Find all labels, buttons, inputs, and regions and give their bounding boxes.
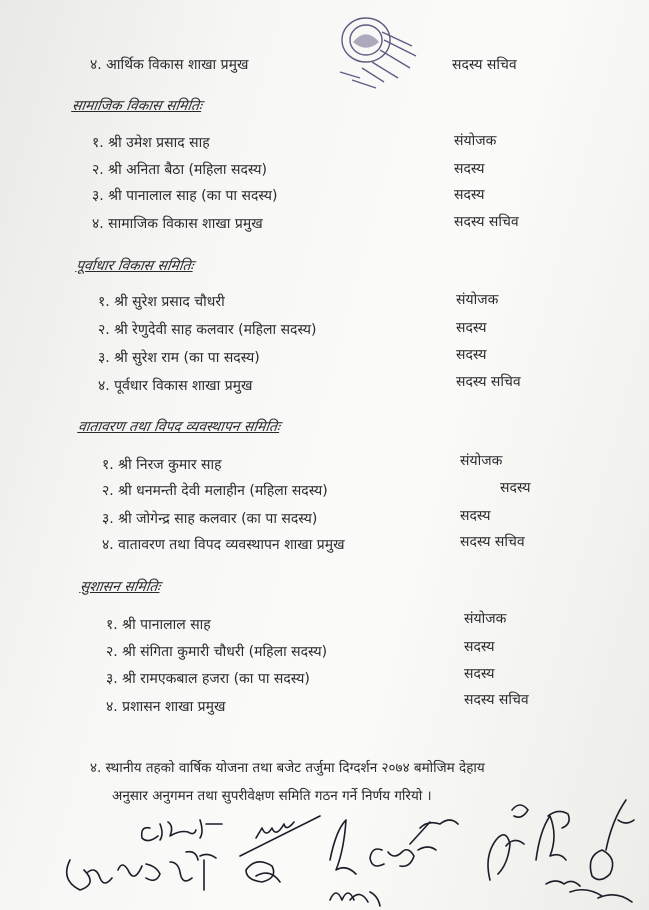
- member-label: ४. वातावरण तथा विपद व्यवस्थापन शाखा प्रमुख: [102, 537, 345, 553]
- member-label: ३. श्री पानालाल साह (का पा सदस्य): [92, 188, 278, 204]
- member-role: संयोजक: [460, 453, 503, 469]
- member-role: सदस्य: [464, 666, 495, 682]
- section-heading: वातावरण तथा विपद व्यवस्थापन समितिः: [76, 419, 281, 435]
- member-label: ४. पूर्वधार विकास शाखा प्रमुख: [98, 378, 253, 394]
- member-role: सदस्य सचिव: [464, 692, 529, 708]
- member-label: ४. सामाजिक विकास शाखा प्रमुख: [92, 216, 263, 232]
- section-heading: पूर्वाधार विकास समितिः: [74, 258, 195, 274]
- member-label: ३. श्री रामएकबाल हजरा (का पा सदस्य): [106, 671, 310, 687]
- member-label: २. श्री रेणुदेवी साह कलवार (महिला सदस्य): [98, 322, 317, 338]
- member-role: सदस्य: [454, 187, 485, 203]
- member-label: १. श्री उमेश प्रसाद साह: [92, 135, 210, 151]
- member-label: ३. श्री सुरेश राम (का पा सदस्य): [98, 350, 260, 366]
- member-label: ३. श्री जोगेन्द्र साह कलवार (का पा सदस्य): [102, 511, 318, 527]
- member-role: सदस्य सचिव: [456, 374, 521, 390]
- member-role: सदस्य सचिव: [454, 214, 519, 230]
- top-item-role: सदस्य सचिव: [452, 57, 517, 73]
- section-heading: सामाजिक विकास समितिः: [70, 98, 204, 114]
- member-role: सदस्य सचिव: [460, 534, 525, 550]
- handwritten-signatures: [0, 780, 649, 910]
- decision-line-1: ४. स्थानीय तहको वार्षिक योजना तथा बजेट तर्जुमा दिग्दर्शन २०७४ बमोजिम देहाय: [90, 760, 485, 776]
- section-heading: सुशासन समितिः: [78, 579, 162, 595]
- member-role: संयोजक: [456, 292, 499, 308]
- member-label: २. श्री अनिता बैठा (महिला सदस्य): [92, 162, 267, 178]
- member-role: संयोजक: [464, 611, 507, 627]
- top-item-label: ४. आर्थिक विकास शाखा प्रमुख: [90, 57, 249, 73]
- member-label: २. श्री संगिता कुमारी चौधरी (महिला सदस्य): [106, 644, 328, 660]
- member-role: सदस्य: [464, 639, 495, 655]
- member-label: ४. प्रशासन शाखा प्रमुख: [106, 699, 226, 715]
- member-role: सदस्य: [500, 480, 531, 496]
- member-label: २. श्री धनमन्ती देवी मलाहीन (महिला सदस्य): [102, 483, 328, 499]
- office-seal-stamp: [332, 12, 428, 96]
- member-role: सदस्य: [460, 508, 491, 524]
- member-label: १. श्री निरज कुमार साह: [102, 457, 222, 473]
- member-role: सदस्य: [454, 161, 485, 177]
- member-role: सदस्य: [456, 320, 487, 336]
- decision-line-2: अनुसार अनुगमन तथा सुपरीवेक्षण समिति गठन गर्ने निर्णय गरियो ।: [112, 788, 432, 804]
- member-role: सदस्य: [456, 347, 487, 363]
- member-label: १. श्री पानालाल साह: [106, 617, 211, 633]
- member-label: १. श्री सुरेश प्रसाद चौधरी: [98, 294, 225, 310]
- member-role: संयोजक: [454, 133, 497, 149]
